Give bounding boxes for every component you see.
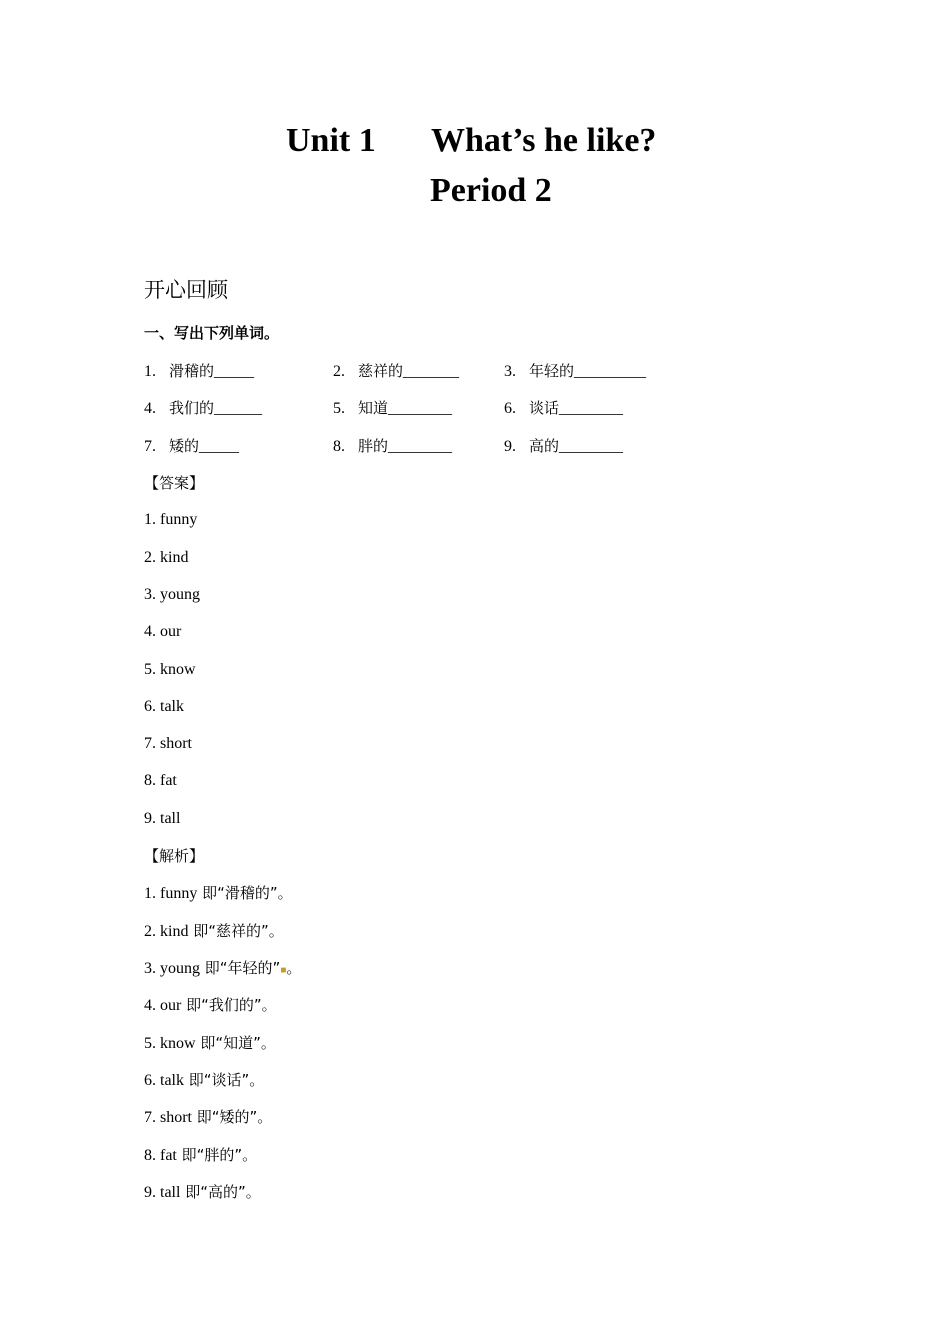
analysis-item: 9. tall 即“高的”。: [144, 1183, 261, 1201]
question-item: 8. 胖的________: [333, 437, 453, 455]
title-unit: Unit 1: [286, 122, 376, 159]
answer-item: 7. short: [144, 735, 192, 752]
answer-item: 8. fat: [144, 772, 177, 789]
analysis-item: 4. our 即“我们的”。: [144, 996, 277, 1014]
question-item: 3. 年轻的_________: [504, 362, 647, 380]
question-item: 2. 慈祥的_______: [333, 362, 460, 380]
answer-item: 5. know: [144, 661, 196, 678]
analysis-label: 【解析】: [144, 847, 205, 865]
title-topic: What’s he like?: [431, 122, 657, 159]
analysis-item: 5. know 即“知道”。: [144, 1034, 276, 1052]
edit-mark: ■: [280, 965, 287, 976]
question-item: 4. 我们的______: [144, 399, 263, 417]
question-item: 9. 高的________: [504, 437, 624, 455]
analysis-item: 7. short 即“矮的”。: [144, 1108, 273, 1126]
question-item: 7. 矮的_____: [144, 437, 240, 455]
analysis-item: 1. funny 即“滑稽的”。: [144, 884, 293, 902]
question-item: 6. 谈话________: [504, 399, 624, 417]
analysis-item: 8. fat 即“胖的”。: [144, 1146, 258, 1164]
section-heading: 开心回顾: [144, 278, 228, 302]
analysis-item: 6. talk 即“谈话”。: [144, 1071, 265, 1089]
answer-item: 6. talk: [144, 698, 184, 715]
answer-item: 9. tall: [144, 810, 181, 827]
part-title: 一、写出下列单词。: [144, 324, 280, 342]
answer-label: 【答案】: [144, 474, 205, 492]
question-item: 5. 知道________: [333, 399, 453, 417]
answer-item: 2. kind: [144, 549, 189, 566]
title-period: Period 2: [430, 172, 552, 209]
answer-item: 4. our: [144, 623, 182, 640]
analysis-item: 2. kind 即“慈祥的”。: [144, 922, 284, 940]
answer-item: 3. young: [144, 586, 200, 603]
question-item: 1. 滑稽的_____: [144, 362, 255, 380]
analysis-item: 3. young 即“年轻的”■。: [144, 959, 302, 977]
answer-item: 1. funny: [144, 511, 198, 528]
